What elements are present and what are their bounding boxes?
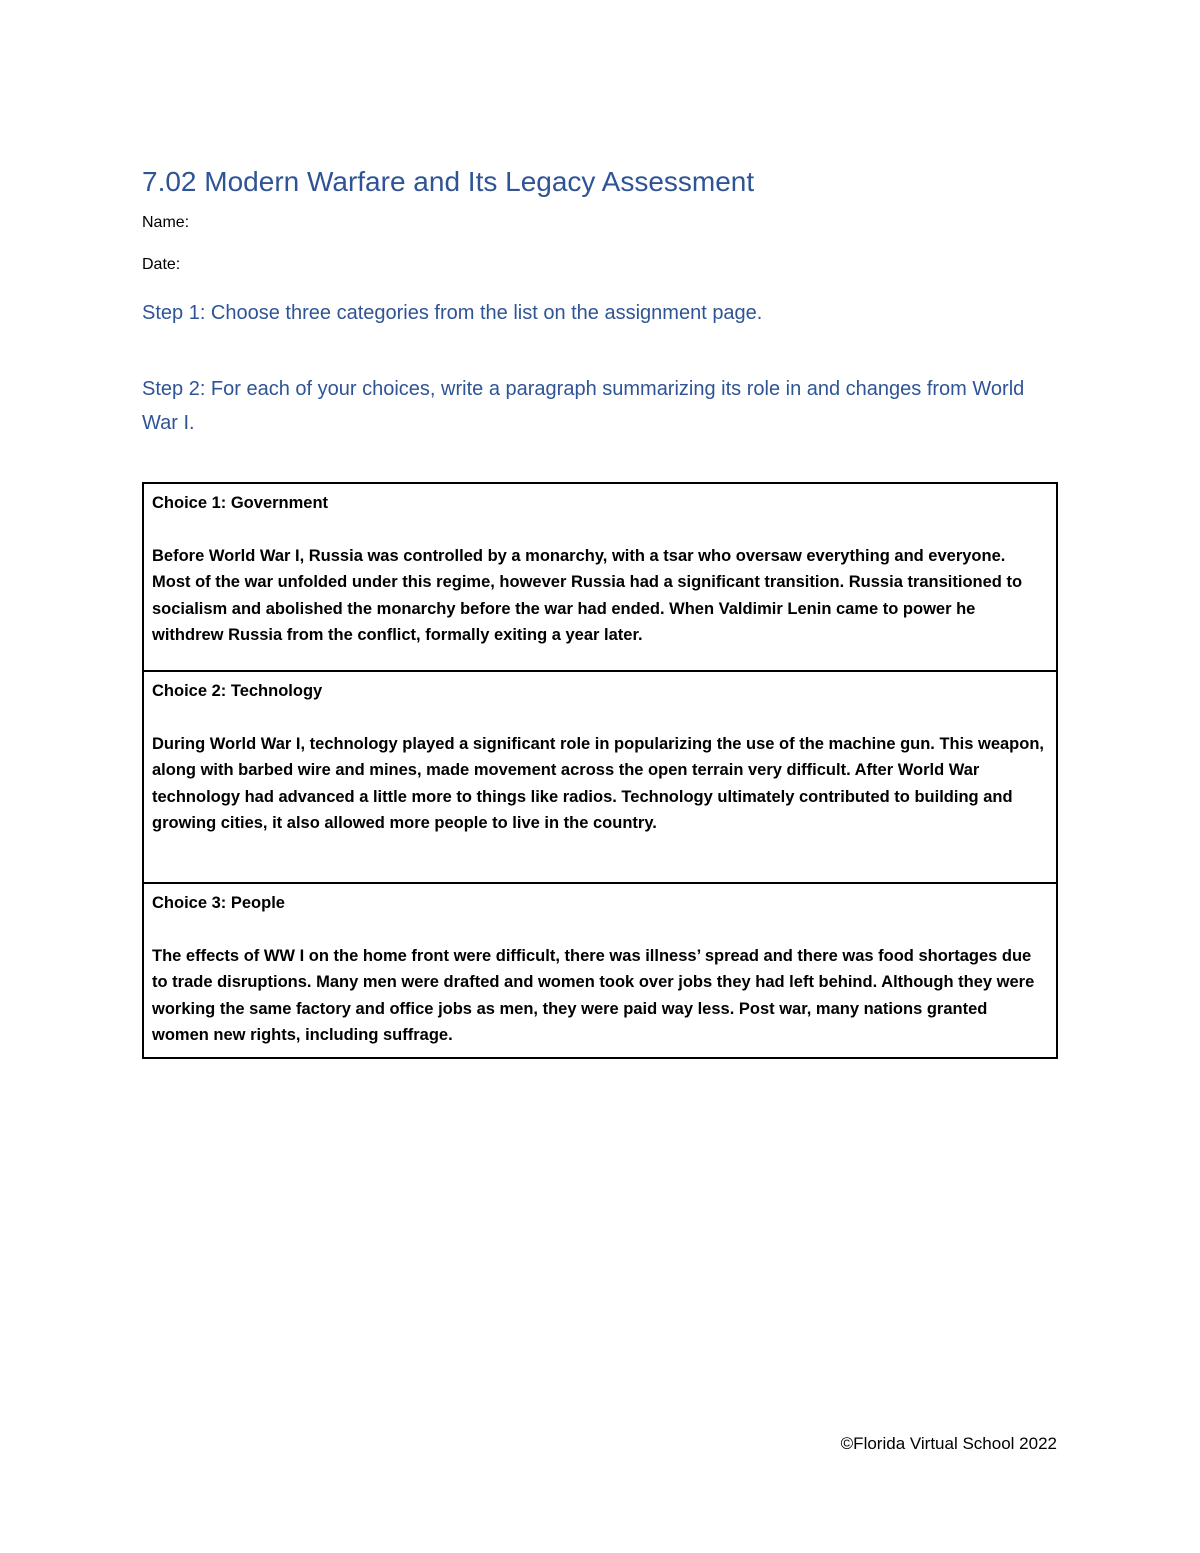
choice-heading: Choice 2: Technology xyxy=(152,682,323,700)
name-label: Name: xyxy=(142,214,190,231)
step-2-instruction: Step 2: For each of your choices, write a paragraph summarizing its role in and changes from World War I. xyxy=(142,378,1025,434)
choice-cell-2 xyxy=(143,671,1057,883)
choice-cell-1 xyxy=(143,483,1057,671)
step-1-instruction: Step 1: Choose three categories from the list on the assignment page. xyxy=(142,302,763,324)
choice-paragraph: During World War I, technology played a significant role in popularizing the use of the machine gun. This weapon, along with barbed wire and mines, made movement across the open terrain very difficult. After World War technology had advanced a little more to things like radios. Technology ultimately contributed to building and growing cities, it also allowed more people to live in the country. xyxy=(152,734,1044,832)
choice-heading: Choice 3: People xyxy=(152,894,285,912)
copyright-footer: ©Florida Virtual School 2022 xyxy=(840,1434,1057,1453)
choice-paragraph: Before World War I, Russia was controlled by a monarchy, with a tsar who oversaw everything and everyone. Most of the war unfolded under this regime, however Russia had a significant transition. Russia transitioned to socialism and abolished the monarchy before the war had ended. When Valdimir Lenin came to power he withdrew Russia from the conflict, formally exiting a year later. xyxy=(152,546,1023,644)
table-row xyxy=(143,483,1057,671)
choice-heading: Choice 1: Government xyxy=(152,494,329,512)
page-title: 7.02 Modern Warfare and Its Legacy Assessment xyxy=(142,166,755,197)
table-row xyxy=(143,883,1057,1058)
choices-table xyxy=(142,482,1058,1059)
choice-cell-3 xyxy=(143,883,1057,1058)
date-label: Date: xyxy=(142,256,181,273)
table-row xyxy=(143,671,1057,883)
choice-paragraph: The effects of WW I on the home front were difficult, there was illness’ spread and there was food shortages due to trade disruptions. Many men were drafted and women took over jobs they had left behind. Although they were working the same factory and office jobs as men, they were paid way less. Post war, many nations granted women new rights, including suffrage. xyxy=(152,946,1035,1044)
